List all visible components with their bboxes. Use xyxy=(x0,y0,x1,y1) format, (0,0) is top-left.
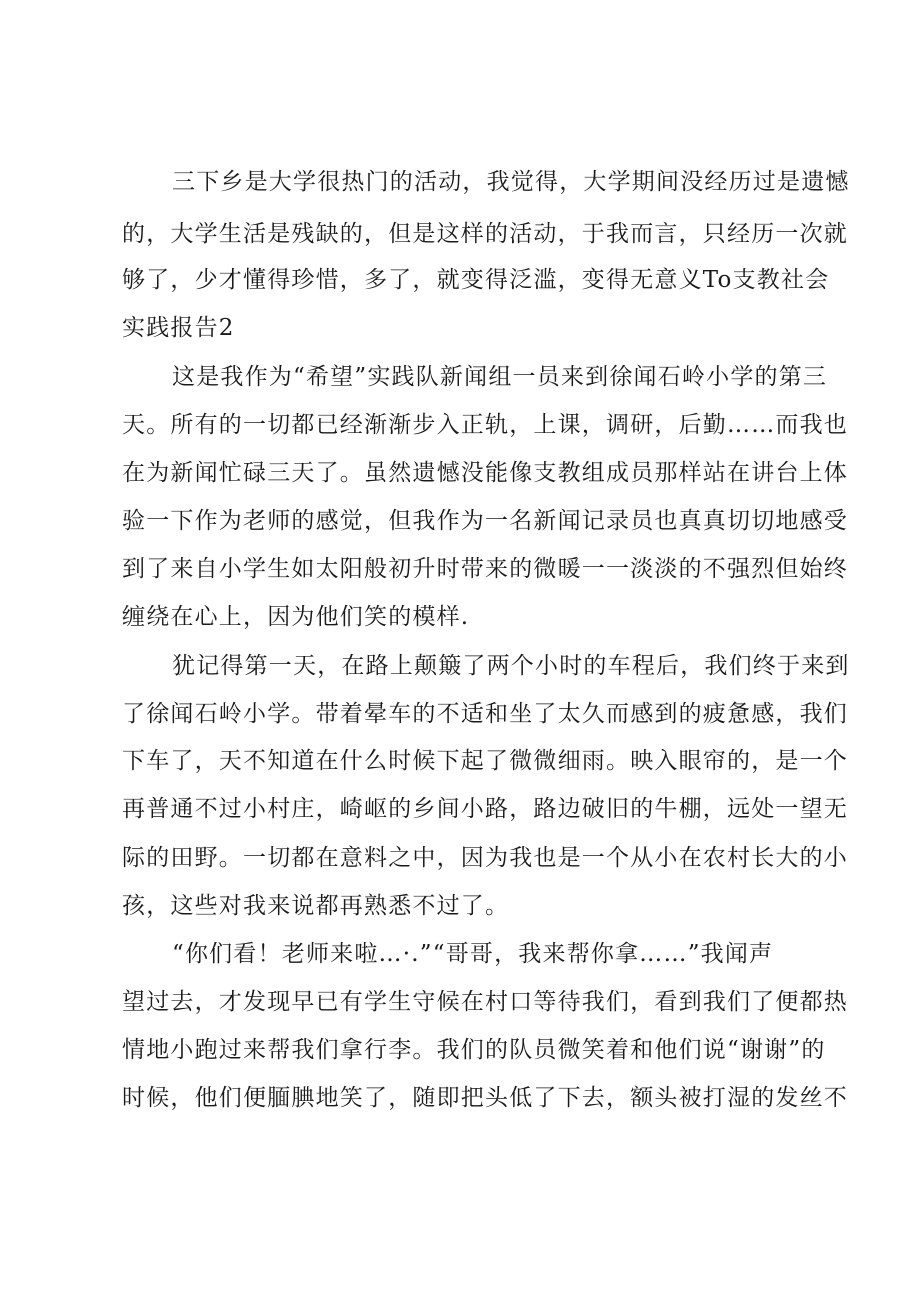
text-line: 望过去，才发现早已有学生守候在村口等待我们，看到我们了便都热 xyxy=(122,989,848,1015)
text-line: 下车了，天不知道在什么时候下起了微微细雨。映入眼帘的，是一个 xyxy=(122,748,848,774)
text-line: 犹记得第一天，在路上颠簸了两个小时的车程后，我们终于来到 xyxy=(172,653,850,679)
text-line: 实践报告2 xyxy=(122,315,235,341)
text-line: 再普通不过小村庄，崎岖的乡间小路，路边破旧的牛棚，远处一望无 xyxy=(122,796,848,822)
text-line: 够了，少才懂得珍惜，多了，就变得泛滥，变得无意义To支教社会 xyxy=(122,267,830,293)
text-line: 时候，他们便腼腆地笑了，随即把头低了下去，额头被打湿的发丝不 xyxy=(122,1085,848,1111)
text-line: 三下乡是大学很热门的活动，我觉得，大学期间没经历过是遗憾 xyxy=(172,169,850,195)
text-line: 缠绕在心上，因为他们笑的模样. xyxy=(122,604,470,630)
text-line: 验一下作为老师的感觉，但我作为一名新闻记录员也真真切切地感受 xyxy=(122,508,848,534)
text-line: 在为新闻忙碌三天了。虽然遗憾没能像支教组成员那样站在讲台上体 xyxy=(122,460,848,486)
text-line: 孩，这些对我来说都再熟悉不过了。 xyxy=(122,893,510,919)
text-line: 这是我作为“希望”实践队新闻组一员来到徐闻石岭小学的第三 xyxy=(172,364,828,390)
text-line: 情地小跑过来帮我们拿行李。我们的队员微笑着和他们说“谢谢”的 xyxy=(122,1037,826,1063)
text-line: 的，大学生活是残缺的，但是这样的活动，于我而言，只经历一次就 xyxy=(122,221,848,247)
text-line: 到了来自小学生如太阳般初升时带来的微暖一一淡淡的不强烈但始终 xyxy=(122,556,848,582)
text-line: 际的田野。一切都在意料之中，因为我也是一个从小在农村长大的小 xyxy=(122,845,848,871)
text-line: 天。所有的一切都已经渐渐步入正轨，上课，调研，后勤……而我也 xyxy=(122,412,848,438)
text-line: “你们看！老师来啦…·.”“哥哥，我来帮你拿……”我闻声 xyxy=(172,941,774,967)
text-line: 了徐闻石岭小学。带着晕车的不适和坐了太久而感到的疲惫感，我们 xyxy=(122,701,848,727)
